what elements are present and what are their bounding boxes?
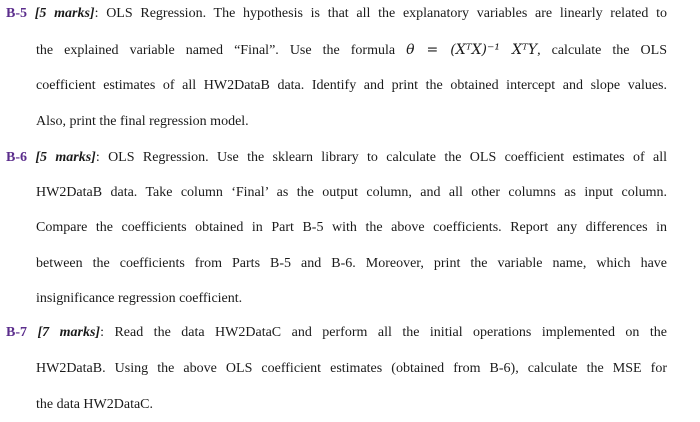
question-text: : Read the data HW2DataC and perform all the initial operations implemented on the [100, 325, 667, 340]
question-marks: [5 marks] [34, 6, 95, 21]
question-id: B-7 [6, 325, 27, 340]
question-text: : OLS Regression. Use the sklearn library to calculate the OLS coefficient estimates of all [95, 150, 667, 165]
question-b7-line-2 [36, 360, 667, 378]
question-marks: [7 marks] [37, 325, 101, 340]
question-text: coefficient estimates of all HW2DataB data. Identify and print the obtained intercept and slope values. [36, 78, 667, 93]
question-b5-line-2 [36, 41, 667, 60]
question-b6-line-2 [36, 184, 667, 202]
question-id: B-6 [6, 150, 27, 165]
question-text: HW2DataB data. Take column ‘Final’ as the output column, and all other columns as input column. [36, 185, 667, 200]
question-text: insignificance regression coefficient. [36, 291, 243, 306]
question-b7-line-1 [6, 324, 667, 342]
ols-formula: θ = (XᵀX)⁻¹ XᵀY [406, 42, 538, 58]
question-b5-line-1 [6, 5, 667, 23]
question-b6-line-1 [6, 149, 667, 167]
question-b5-line-3 [36, 77, 667, 95]
question-b7-line-3 [36, 396, 667, 414]
question-marks: [5 marks] [35, 150, 96, 165]
question-text: , calculate the OLS [537, 43, 667, 58]
question-text: Also, print the final regression model. [36, 114, 249, 129]
question-text: between the coefficients from Parts B-5 and B-6. Moreover, print the variable name, which have [36, 256, 667, 271]
question-text: the explained variable named “Final”. Use the formula [36, 43, 396, 58]
question-text: the data HW2DataC. [36, 397, 154, 412]
question-id: B-5 [6, 6, 27, 21]
question-b5-line-4 [36, 113, 667, 131]
question-text: : OLS Regression. The hypothesis is that all the explanatory variables are linearly related to [94, 6, 667, 21]
question-text: Compare the coefficients obtained in Part B-5 with the above coefficients. Report any differences in [36, 220, 667, 235]
question-b6-line-4 [36, 255, 667, 273]
question-text: HW2DataB. Using the above OLS coefficient estimates (obtained from B-6), calculate the MSE for [36, 361, 667, 376]
question-b6-line-5 [36, 290, 667, 308]
question-b6-line-3 [36, 219, 667, 237]
